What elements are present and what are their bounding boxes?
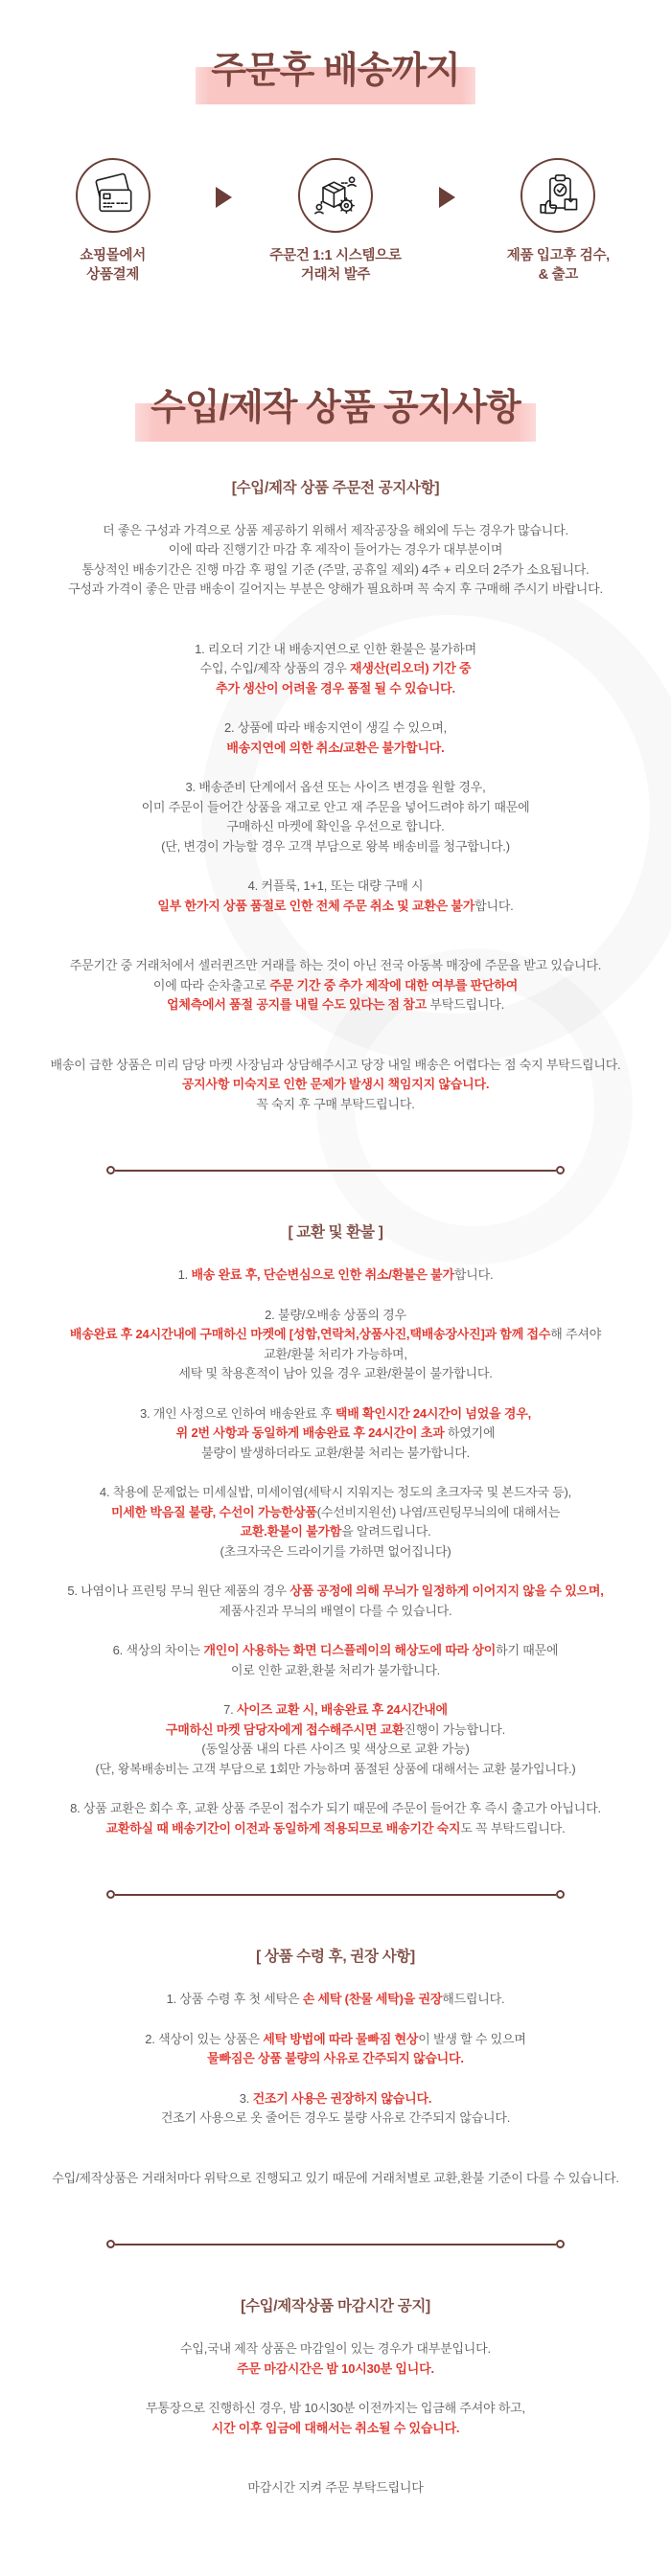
- body-text: 이 발생 할 수 있으며: [418, 2031, 526, 2046]
- highlighted-red-text: 손 세탁 (찬물 세탁)을 권장: [302, 1992, 443, 2007]
- step-payment: [27, 158, 198, 285]
- text-line: [27, 956, 644, 976]
- step-label: [507, 246, 610, 285]
- highlighted-red-text: 미세한 박음질 불량, 수선이 가능한상품: [110, 1504, 317, 1519]
- step-label-line: 제품 입고후 검수,: [506, 248, 610, 263]
- text-line: [27, 778, 644, 798]
- text-line: [27, 580, 644, 600]
- highlighted-red-text: 배송지연에 의한 취소/교환은 불가합니다.: [226, 740, 445, 755]
- highlighted-red-text: 공지사항 미숙지로 인한 문제가 발생시 책임지지 않습니다.: [181, 1077, 490, 1092]
- body-text: 을 알려드립니다.: [341, 1524, 431, 1539]
- body-text: (수선비지원선) 나염/프린팅무늬의에 대해서는: [316, 1504, 561, 1519]
- text-line: [27, 739, 644, 759]
- highlighted-red-text: 구매하신 마켓 담당자에게 접수해주시면 교환: [165, 1721, 405, 1737]
- text-line: [27, 1740, 644, 1760]
- body-text: 이미 주문이 들어간 상품을 재고로 안고 재 주문을 넣어드려야 하기 때문에: [141, 799, 530, 814]
- notice-paragraph: [27, 956, 644, 1015]
- notice-paragraph: [27, 1990, 644, 2010]
- body-text: 도 꼭 부탁드립니다.: [460, 1820, 566, 1835]
- notice-paragraph: [27, 1799, 644, 1838]
- text-line: [27, 2478, 644, 2498]
- notice-paragraph: [27, 1700, 644, 1779]
- text-line: [27, 718, 644, 739]
- text-line: [27, 2109, 644, 2129]
- highlighted-red-text: 건조기 사용은 권장하지 않습니다.: [252, 2090, 432, 2106]
- divider-end-dot: [556, 1166, 565, 1174]
- body-text: 7.: [223, 1702, 237, 1718]
- notice-title-text: 수입/제작 상품 공지사항: [145, 377, 526, 430]
- body-text: 제품사진과 무늬의 배열이 다를 수 있습니다.: [219, 1603, 452, 1618]
- text-line: [27, 1503, 644, 1523]
- body-text: 4. 커플룩, 1+1, 또는 대량 구매 시: [247, 878, 424, 894]
- step-label: [80, 246, 146, 285]
- step-circle: [76, 158, 150, 233]
- body-text: 합니다.: [453, 1267, 494, 1283]
- page-title: [27, 40, 644, 93]
- order-process-steps: [27, 158, 644, 285]
- body-text: 진행이 가능합니다.: [404, 1721, 506, 1737]
- body-text: 하였기에: [444, 1425, 496, 1441]
- text-line: [27, 1582, 644, 1602]
- notice-paragraph: [27, 2399, 644, 2438]
- text-line: [27, 1056, 644, 1076]
- notice-sections: [27, 476, 644, 2498]
- divider-end-dot: [556, 1890, 565, 1899]
- text-line: [27, 659, 644, 679]
- notice-paragraph: [27, 2339, 644, 2379]
- notice-paragraph: [27, 2478, 644, 2498]
- body-text: 마감시간 지켜 주문 부탁드립니다: [247, 2480, 424, 2496]
- highlighted-red-text: 세탁 방법에 따라 물빠짐 현상: [263, 2031, 419, 2046]
- section-divider: [106, 1890, 565, 1899]
- arrow-right-icon: [216, 187, 232, 208]
- text-line: [27, 817, 644, 837]
- body-text: 구매하신 마켓에 확인을 우선으로 합니다.: [226, 819, 445, 834]
- body-text: 1.: [177, 1267, 192, 1283]
- page-title-text: 주문후 배송까지: [205, 40, 466, 93]
- highlighted-red-text: 교환하실 때 배송기간이 이전과 동일하게 적용되므로 배송기간 숙지: [105, 1820, 461, 1835]
- step-label-line: 주문건 1:1 시스템으로: [269, 248, 402, 263]
- body-text: (단, 변경이 가능할 경우 고객 부담으로 왕복 배송비를 청구합니다.): [161, 838, 510, 854]
- notice-paragraph: [27, 778, 644, 856]
- order-system-icon: [311, 171, 360, 220]
- section-heading: [ 상품 수령 후, 권장 사항]: [256, 1949, 415, 1966]
- text-line: [27, 679, 644, 699]
- text-line: [27, 1075, 644, 1095]
- section-divider: [106, 2240, 565, 2248]
- text-line: [27, 540, 644, 560]
- step-circle: [521, 158, 595, 233]
- body-text: 3. 개인 사정으로 인하여 배송완료 후: [139, 1405, 336, 1421]
- divider-end-dot: [106, 2240, 115, 2248]
- step-order-system: [249, 158, 421, 285]
- section-heading: [ 교환 및 환불 ]: [288, 1224, 383, 1242]
- text-line: [27, 1325, 644, 1345]
- text-line: [27, 2399, 644, 2419]
- notice-paragraph: [27, 521, 644, 600]
- body-text: 2. 색상이 있는 상품은: [145, 2031, 264, 2046]
- body-text: 수입/제작상품은 거래처마다 위탁으로 진행되고 있기 때문에 거래처별로 교환,환불 기준이 다를 수 있습니다.: [52, 2170, 619, 2185]
- body-text: 1. 리오더 기간 내 배송지연으로 인한 환불은 불가하며: [195, 641, 476, 656]
- notice-paragraph: [27, 1483, 644, 1562]
- body-text: 2. 불량/오배송 상품의 경우: [265, 1307, 406, 1322]
- highlighted-red-text: 재생산(리오더) 기간 중: [350, 661, 472, 676]
- step-circle: [298, 158, 373, 233]
- step-label-line: 거래처 발주: [300, 267, 371, 284]
- text-line: [27, 2030, 644, 2050]
- text-line: [27, 1265, 644, 1286]
- body-text: 이에 따라 진행기간 마감 후 제작이 들어가는 경우가 대부분이며: [168, 542, 503, 558]
- divider-end-dot: [106, 1166, 115, 1174]
- text-line: [27, 2359, 644, 2380]
- notice-paragraph: [27, 877, 644, 916]
- body-text: 더 좋은 구성과 가격으로 상품 제공하기 위해서 제작공장을 해외에 두는 경우가 많습니다.: [103, 522, 568, 537]
- arrow-right-icon: [439, 187, 455, 208]
- body-text: 무통장으로 진행하신 경우, 밤 10시30분 이전까지는 입금해 주셔야 하고,: [146, 2401, 525, 2416]
- text-line: [27, 837, 644, 857]
- body-text: 부탁드립니다.: [427, 997, 505, 1013]
- highlighted-red-text: 배송 완료 후, 단순변심으로 인한 취소/환불은 불가: [191, 1267, 454, 1283]
- step-label-line: 상품결제: [86, 267, 140, 284]
- notice-paragraph: [27, 718, 644, 758]
- notice-paragraph: [27, 1582, 644, 1621]
- text-line: [27, 1444, 644, 1464]
- body-text: 이로 인한 교환,환불 처리가 불가합니다.: [230, 1662, 441, 1677]
- highlighted-red-text: 위 2번 사항과 동일하게 배송완료 후 24시간이 초과: [175, 1425, 445, 1441]
- highlighted-red-text: 교환.환불이 불가함: [240, 1524, 342, 1539]
- text-line: [27, 877, 644, 897]
- body-text: 해드립니다.: [442, 1992, 505, 2007]
- step-label-line: 쇼핑몰에서: [80, 248, 146, 263]
- notice-paragraph: [27, 1404, 644, 1464]
- text-line: [27, 1364, 644, 1384]
- text-line: [27, 1306, 644, 1326]
- body-text: (단, 왕복배송비는 고객 부담으로 1회만 가능하며 품절된 상품에 대해서는 교환 불가입니다.): [95, 1761, 576, 1776]
- text-line: [27, 1990, 644, 2010]
- body-text: 합니다.: [474, 898, 514, 913]
- text-line: [27, 1424, 644, 1444]
- body-text: 건조기 사용으로 옷 줄어든 경우도 불량 사유로 간주되지 않습니다.: [160, 2110, 511, 2126]
- notice-paragraph: [27, 2169, 644, 2189]
- text-line: [27, 1641, 644, 1661]
- text-line: [27, 1345, 644, 1365]
- highlighted-red-text: 주문 마감시간은 밤 10시30분 입니다.: [237, 2360, 434, 2376]
- section-heading: [수입/제작상품 마감시간 공지]: [241, 2298, 430, 2315]
- body-text: 배송이 급한 상품은 미리 담당 마켓 사장님과 상담해주시고 당장 내일 배송은 어렵다는 점 숙지 부탁드립니다.: [50, 1057, 621, 1072]
- highlighted-red-text: 택배 확인시간 24시간이 넘었을 경우,: [335, 1405, 532, 1421]
- credit-cards-icon: [88, 171, 138, 220]
- text-line: [27, 897, 644, 917]
- highlighted-red-text: 상품 공정에 의해 무늬가 일정하게 이어지지 않을 수 있으며,: [289, 1584, 604, 1599]
- text-line: [27, 1721, 644, 1741]
- step-inspection: [473, 158, 644, 285]
- notice-paragraph: [27, 1306, 644, 1384]
- text-line: [27, 798, 644, 818]
- body-text: 8. 상품 교환은 회수 후, 교환 상품 주문이 접수가 되기 때문에 주문이 들어간 후 즉시 출고가 아닙니다.: [70, 1801, 601, 1816]
- notice-title: [27, 377, 644, 430]
- text-line: [27, 1700, 644, 1721]
- body-text: 2. 상품에 따라 배송지연이 생길 수 있으며,: [223, 720, 448, 736]
- text-line: [27, 2339, 644, 2359]
- body-text: 3.: [239, 2090, 253, 2106]
- text-line: [27, 2419, 644, 2439]
- body-text: 하기 때문에: [496, 1643, 559, 1658]
- highlighted-red-text: 시간 이후 입금에 대해서는 취소될 수 있습니다.: [211, 2420, 460, 2435]
- text-line: [27, 1799, 644, 1819]
- highlighted-red-text: 추가 생산이 어려울 경우 품절 될 수 있습니다.: [216, 680, 455, 695]
- body-text: 주문기간 중 거래처에서 셀러퀸즈만 거래를 하는 것이 아닌 전국 아동복 매장에 주문을 받고 있습니다.: [69, 958, 602, 973]
- body-text: 3. 배송준비 단계에서 옵션 또는 사이즈 변경을 원할 경우,: [185, 780, 486, 795]
- notice-paragraph: [27, 1056, 644, 1115]
- body-text: 꼭 숙지 후 구매 부탁드립니다.: [256, 1096, 415, 1111]
- text-line: [27, 1095, 644, 1115]
- text-line: [27, 1602, 644, 1622]
- divider-end-dot: [556, 2240, 565, 2248]
- highlighted-red-text: 주문 기간 중 추가 제작에 대한 여부를 판단하여: [269, 977, 519, 992]
- body-text: 4. 착용에 문제없는 미세실밥, 미세이염(세탁시 지워지는 정도의 초크자국 및 본드자국 등),: [99, 1485, 572, 1500]
- text-line: [27, 1661, 644, 1681]
- body-text: 6. 색상의 차이는: [112, 1643, 204, 1658]
- body-text: 교환/환불 처리가 가능하며,: [264, 1346, 407, 1361]
- body-text: 1. 상품 수령 후 첫 세탁은: [166, 1992, 303, 2007]
- section-divider: [106, 1166, 565, 1174]
- highlighted-red-text: 개인이 사용하는 화면 디스플레이의 해상도에 따라 상이: [203, 1643, 497, 1658]
- section-heading: [수입/제작 상품 주문전 공지사항]: [231, 479, 440, 496]
- body-text: 5. 나염이나 프린팅 무늬 원단 제품의 경우: [67, 1584, 290, 1599]
- highlighted-red-text: 업체측에서 품절 공지를 내릴 수도 있다는 점 참고: [166, 997, 428, 1013]
- highlighted-red-text: 일부 한가지 상품 품절로 인한 전체 주문 취소 및 교환은 불가: [157, 898, 475, 913]
- text-line: [27, 2169, 644, 2189]
- body-text: 불량이 발생하더라도 교환/환불 처리는 불가합니다.: [201, 1445, 470, 1460]
- text-line: [27, 1542, 644, 1562]
- body-text: 세탁 및 착용흔적이 남아 있을 경우 교환/환불이 불가합니다.: [178, 1366, 493, 1381]
- notice-paragraph: [27, 2089, 644, 2129]
- body-text: 해 주셔야: [550, 1327, 602, 1342]
- text-line: [27, 560, 644, 581]
- body-text: 이에 따라 순차출고로: [152, 977, 270, 992]
- step-label: [269, 246, 401, 285]
- inspection-shipping-icon: [533, 171, 583, 220]
- text-line: [27, 2049, 644, 2069]
- divider-end-dot: [106, 1890, 115, 1899]
- body-text: 수입, 수입/제작 상품의 경우: [199, 661, 351, 676]
- text-line: [27, 2089, 644, 2109]
- text-line: [27, 995, 644, 1015]
- text-line: [27, 521, 644, 541]
- highlighted-red-text: 사이즈 교환 시, 배송완료 후 24시간내에: [236, 1702, 448, 1718]
- text-line: [27, 1483, 644, 1503]
- divider-line: [115, 1894, 556, 1896]
- text-line: [27, 976, 644, 996]
- body-text: 구성과 가격이 좋은 만큼 배송이 길어지는 부분은 양해가 필요하며 꼭 숙지 후 구매해 주시기 바랍니다.: [68, 581, 603, 597]
- text-line: [27, 1819, 644, 1839]
- text-line: [27, 640, 644, 660]
- body-text: (동일상품 내의 다른 사이즈 및 색상으로 교환 가능): [201, 1742, 470, 1757]
- notice-paragraph: [27, 640, 644, 699]
- highlighted-red-text: 배송완료 후 24시간내에 구매하신 마켓에 [성함,연락처,상품사진,택배송장사진]과 함께 접수: [69, 1327, 551, 1342]
- text-line: [27, 1404, 644, 1425]
- notice-paragraph: [27, 1641, 644, 1680]
- highlighted-red-text: 물빠짐은 상품 불량의 사유로 간주되지 않습니다.: [207, 2051, 464, 2066]
- body-text: 수입,국내 제작 상품은 마감일이 있는 경우가 대부분입니다.: [180, 2341, 491, 2357]
- text-line: [27, 1760, 644, 1780]
- notice-paragraph: [27, 1265, 644, 1286]
- body-text: (초크자국은 드라이기를 가하면 없어집니다): [220, 1543, 451, 1559]
- divider-line: [115, 2244, 556, 2245]
- body-text: 통상적인 배송기간은 진행 마감 후 평일 기준 (주말, 공휴일 제외) 4주 + 리오더 2주가 소요됩니다.: [81, 561, 590, 577]
- divider-line: [115, 1170, 556, 1172]
- text-line: [27, 1522, 644, 1542]
- step-label-line: & 출고: [538, 267, 578, 284]
- notice-paragraph: [27, 2030, 644, 2069]
